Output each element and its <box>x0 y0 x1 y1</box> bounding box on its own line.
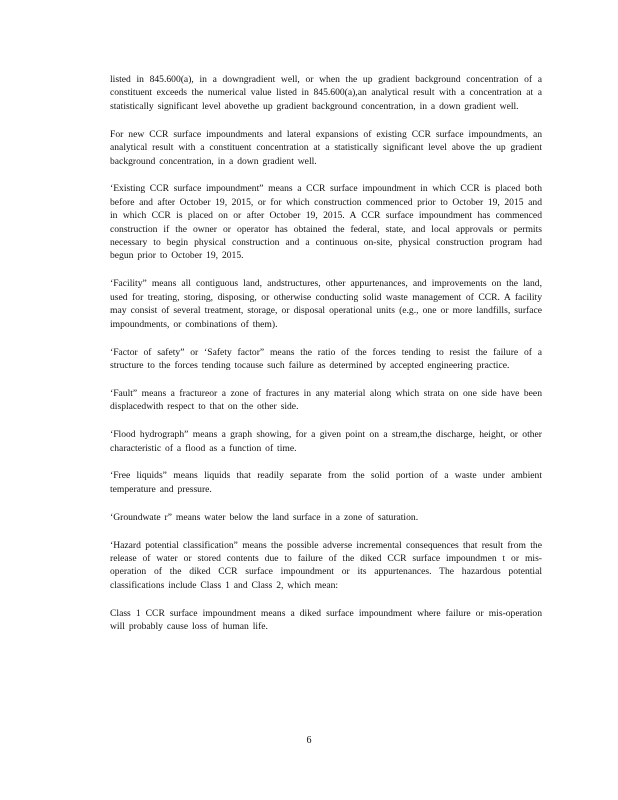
paragraph-flood-hydrograph: ‘Flood hydrograph” means a graph showing, for a given point on a stream,the discharge, height, or other characteristic of a flood as a function of time. <box>110 429 542 454</box>
paragraph-groundwater: ‘Groundwate r” means water below the land surface in a zone of saturation. <box>110 511 419 523</box>
paragraph-facility: ‘Facility” means all contiguous land, andstructures, other appurtenances, and improvements on the land, used for treating, storing, disposing, or otherwise conducting solid waste management of CCR. A facility may consist of several treatment, storage, or disposal operational units (e.g., one or more landfills, surface impoundments, or combinations of them). <box>110 278 542 330</box>
paragraph-hazard-potential-classification: ‘Hazard potential classification” means the possible adverse incremental consequences that result from the release of water or stored contents due to failure of the diked CCR surface impoundmen t or mis-operation of the diked CCR surface impoundment or its appurtenances. The hazardous potential classifications include Class 1 and Class 2, which mean: <box>110 539 542 591</box>
paragraph-continuation: listed in 845.600(a), in a downgradient well, or when the up gradient background concentration of a constituent exceeds the numerical value listed in 845.600(a),an analytical result with a concentration at a statistically significant level abovethe up gradient background concentration, in a down gradient well. <box>110 74 542 112</box>
page-number: 6 <box>306 735 312 746</box>
document-body <box>110 73 542 648</box>
paragraph-class-1-impoundment: Class 1 CCR surface impoundment means a diked surface impoundment where failure or mis-operation will probably cause loss of human life. <box>110 607 542 633</box>
paragraph-free-liquids: ‘Free liquids” means liquids that readily separate from the solid portion of a waste under ambient temperature and pressure. <box>110 470 542 495</box>
paragraph-factor-of-safety: ‘Factor of safety” or ‘Safety factor” means the ratio of the forces tending to resist the failure of a structure to the forces tending tocause such failure as determined by accepted engineering practice. <box>110 346 542 371</box>
paragraph-fault: ‘Fault” means a fractureor a zone of fractures in any material along which strata on one side have been displacedwith respect to that on the other side. <box>110 387 542 413</box>
paragraph-existing-ccr-impoundment: ‘Existing CCR surface impoundment” means a CCR surface impoundment in which CCR is placed both before and after October 19, 2015, or for which construction commenced prior to October 19, 2015 and in which CCR is placed on or after October 19, 2015. A CCR surface impoundment has commenced construction if the owner or operator has obtained the federal, state, and local approvals or permits necessary to begin physical construction and a continuous on-site, physical construction program had begun prior to October 19, 2015. <box>110 183 542 262</box>
paragraph-new-ccr-impoundments: For new CCR surface impoundments and lateral expansions of existing CCR surface impoundments, an analytical result with a constituent concentration at a statistically significant level above the up gradient background concentration, in a down gradient well. <box>110 128 542 167</box>
